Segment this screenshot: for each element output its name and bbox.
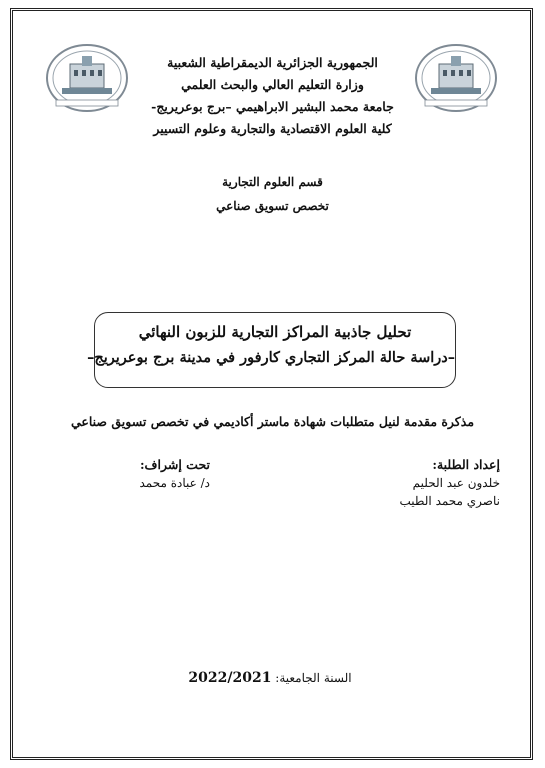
thesis-subtitle: –دراسة حالة المركز التجاري كارفور في مدينة برج بوعريريج– bbox=[87, 349, 455, 366]
academic-year bbox=[120, 670, 420, 686]
supervisor-label: تحت إشراف: bbox=[139, 457, 210, 472]
thesis-title-box bbox=[87, 312, 456, 388]
university-logo-right bbox=[413, 40, 499, 118]
supervisor-name: د/ عبادة محمد bbox=[139, 476, 210, 490]
university-logo-left bbox=[44, 40, 130, 118]
memo-statement: مذكرة مقدمة لنيل متطلبات شهادة ماستر أكاديمي في تخصص تسويق صناعي bbox=[70, 414, 475, 429]
specialty-name: تخصص تسويق صناعي bbox=[216, 199, 329, 213]
students-block bbox=[330, 456, 500, 510]
students-label: إعداد الطلبة: bbox=[432, 457, 500, 472]
republic-line: الجمهورية الجزائرية الديمقراطية الشعبية bbox=[167, 55, 378, 70]
university-line: جامعة محمد البشير الابراهيمي –برج بوعريريج- bbox=[151, 99, 394, 114]
institution-header bbox=[130, 52, 415, 140]
student-name: خلدون عبد الحليم bbox=[412, 476, 500, 490]
faculty-line: كلية العلوم الاقتصادية والتجارية وعلوم التسيير bbox=[153, 121, 392, 136]
department-block bbox=[150, 170, 395, 218]
student-name: ناصري محمد الطيب bbox=[399, 494, 500, 508]
ministry-line: وزارة التعليم العالي والبحث العلمي bbox=[181, 77, 364, 92]
thesis-title: تحليل جاذبية المراكز التجارية للزبون النهائي bbox=[138, 323, 412, 341]
supervisor-block bbox=[70, 456, 210, 492]
department-name: قسم العلوم التجارية bbox=[222, 175, 323, 189]
academic-year-value: 2022/2021 bbox=[188, 670, 272, 686]
academic-year-label: السنة الجامعية: bbox=[275, 671, 352, 685]
